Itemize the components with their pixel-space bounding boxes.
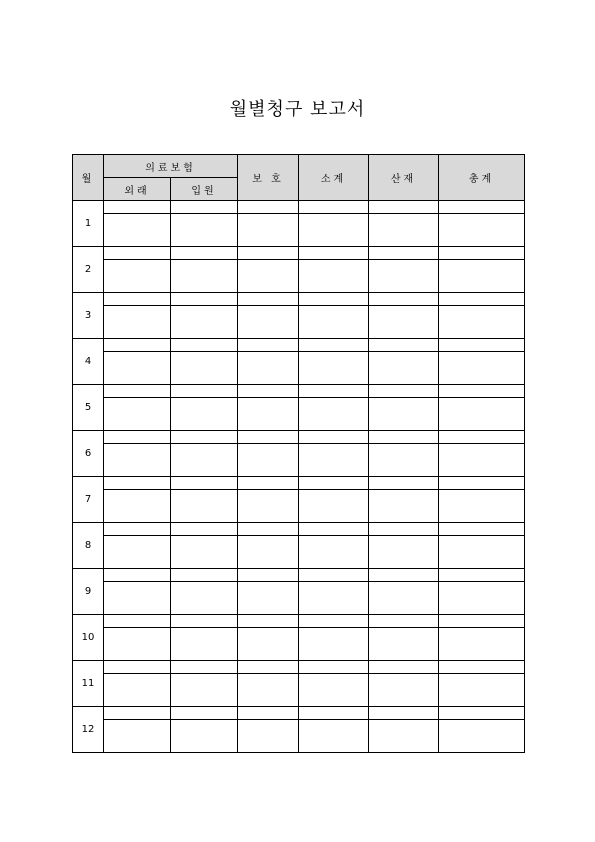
entry-cell-lower[interactable] — [104, 352, 171, 385]
entry-cell-upper[interactable] — [104, 707, 171, 720]
entry-cell-upper[interactable] — [369, 477, 439, 490]
entry-cell-upper[interactable] — [238, 431, 299, 444]
month-label: 2 — [73, 247, 104, 293]
entry-cell-lower[interactable] — [439, 260, 525, 293]
entry-cell-upper[interactable] — [238, 569, 299, 582]
entry-cell-upper[interactable] — [238, 339, 299, 352]
entry-cell-lower[interactable] — [439, 674, 525, 707]
entry-cell-upper[interactable] — [439, 707, 525, 720]
entry-cell-upper[interactable] — [104, 615, 171, 628]
entry-cell-lower[interactable] — [104, 536, 171, 569]
entry-cell-upper[interactable] — [171, 569, 238, 582]
entry-cell-lower[interactable] — [439, 352, 525, 385]
entry-cell-upper[interactable] — [299, 523, 369, 536]
entry-cell-lower[interactable] — [439, 536, 525, 569]
entry-cell-lower[interactable] — [238, 352, 299, 385]
entry-cell-lower[interactable] — [171, 398, 238, 431]
entry-cell-lower[interactable] — [299, 306, 369, 339]
month-label: 6 — [73, 431, 104, 477]
entry-cell-lower[interactable] — [238, 214, 299, 247]
entry-cell-upper[interactable] — [439, 339, 525, 352]
entry-cell-upper[interactable] — [171, 339, 238, 352]
entry-cell-upper[interactable] — [299, 201, 369, 214]
entry-cell-lower[interactable] — [439, 490, 525, 523]
month-label: 11 — [73, 661, 104, 707]
month-label: 1 — [73, 201, 104, 247]
month-label: 9 — [73, 569, 104, 615]
entry-cell-lower[interactable] — [238, 306, 299, 339]
entry-cell-upper[interactable] — [171, 247, 238, 260]
entry-cell-upper[interactable] — [299, 431, 369, 444]
entry-cell-upper[interactable] — [171, 293, 238, 306]
entry-cell-upper[interactable] — [369, 293, 439, 306]
entry-cell-lower[interactable] — [238, 398, 299, 431]
month-label: 4 — [73, 339, 104, 385]
entry-cell-upper[interactable] — [369, 523, 439, 536]
entry-cell-upper[interactable] — [238, 615, 299, 628]
entry-cell-lower[interactable] — [299, 674, 369, 707]
entry-cell-lower[interactable] — [369, 674, 439, 707]
entry-cell-upper[interactable] — [171, 615, 238, 628]
entry-cell-lower[interactable] — [171, 674, 238, 707]
header-total: 총계 — [439, 155, 525, 201]
entry-cell-upper[interactable] — [171, 385, 238, 398]
entry-cell-lower[interactable] — [369, 306, 439, 339]
entry-cell-upper[interactable] — [439, 247, 525, 260]
entry-cell-lower[interactable] — [171, 260, 238, 293]
entry-cell-upper[interactable] — [104, 201, 171, 214]
entry-cell-lower[interactable] — [104, 398, 171, 431]
entry-cell-lower[interactable] — [104, 260, 171, 293]
entry-cell-lower[interactable] — [104, 444, 171, 477]
entry-cell-upper[interactable] — [104, 523, 171, 536]
entry-cell-upper[interactable] — [104, 477, 171, 490]
entry-cell-upper[interactable] — [369, 339, 439, 352]
entry-cell-lower[interactable] — [439, 214, 525, 247]
monthly-claim-table — [72, 154, 525, 753]
entry-cell-lower[interactable] — [299, 582, 369, 615]
entry-cell-upper[interactable] — [238, 293, 299, 306]
entry-cell-lower[interactable] — [238, 260, 299, 293]
header-outpatient: 외래 — [104, 178, 171, 201]
entry-cell-lower[interactable] — [299, 720, 369, 753]
entry-cell-lower[interactable] — [439, 628, 525, 661]
entry-cell-lower[interactable] — [171, 582, 238, 615]
entry-cell-upper[interactable] — [238, 523, 299, 536]
entry-cell-upper[interactable] — [104, 431, 171, 444]
entry-cell-upper[interactable] — [369, 247, 439, 260]
header-month: 월 — [73, 155, 104, 201]
entry-cell-lower[interactable] — [299, 214, 369, 247]
entry-cell-upper[interactable] — [104, 569, 171, 582]
entry-cell-upper[interactable] — [171, 707, 238, 720]
entry-cell-upper[interactable] — [439, 293, 525, 306]
entry-cell-lower[interactable] — [369, 260, 439, 293]
entry-cell-lower[interactable] — [104, 628, 171, 661]
table-body — [73, 201, 525, 753]
entry-cell-lower[interactable] — [299, 490, 369, 523]
entry-cell-lower[interactable] — [369, 214, 439, 247]
entry-cell-upper[interactable] — [299, 477, 369, 490]
entry-cell-lower[interactable] — [238, 582, 299, 615]
entry-cell-upper[interactable] — [171, 431, 238, 444]
entry-cell-upper[interactable] — [299, 339, 369, 352]
entry-cell-upper[interactable] — [369, 615, 439, 628]
entry-cell-lower[interactable] — [104, 720, 171, 753]
entry-cell-upper[interactable] — [299, 707, 369, 720]
entry-cell-lower[interactable] — [238, 628, 299, 661]
entry-cell-lower[interactable] — [171, 720, 238, 753]
entry-cell-upper[interactable] — [299, 661, 369, 674]
entry-cell-lower[interactable] — [238, 444, 299, 477]
entry-cell-lower[interactable] — [238, 490, 299, 523]
entry-cell-upper[interactable] — [299, 293, 369, 306]
entry-cell-lower[interactable] — [369, 444, 439, 477]
entry-cell-upper[interactable] — [439, 201, 525, 214]
entry-cell-lower[interactable] — [299, 260, 369, 293]
header-industrial-accident: 산재 — [369, 155, 439, 201]
entry-cell-lower[interactable] — [171, 536, 238, 569]
entry-cell-lower[interactable] — [104, 582, 171, 615]
entry-cell-upper[interactable] — [369, 707, 439, 720]
entry-cell-upper[interactable] — [238, 247, 299, 260]
entry-cell-lower[interactable] — [439, 582, 525, 615]
entry-cell-upper[interactable] — [238, 385, 299, 398]
month-label: 7 — [73, 477, 104, 523]
entry-cell-upper[interactable] — [171, 201, 238, 214]
entry-cell-upper[interactable] — [171, 523, 238, 536]
month-label: 5 — [73, 385, 104, 431]
entry-cell-upper[interactable] — [369, 661, 439, 674]
entry-cell-lower[interactable] — [171, 490, 238, 523]
entry-cell-lower[interactable] — [439, 398, 525, 431]
entry-cell-upper[interactable] — [299, 569, 369, 582]
entry-cell-lower[interactable] — [369, 490, 439, 523]
header-medical-insurance: 의료보험 — [104, 155, 238, 178]
entry-cell-lower[interactable] — [299, 628, 369, 661]
entry-cell-upper[interactable] — [299, 385, 369, 398]
month-label: 3 — [73, 293, 104, 339]
entry-cell-lower[interactable] — [439, 720, 525, 753]
entry-cell-lower[interactable] — [299, 398, 369, 431]
entry-cell-lower[interactable] — [439, 444, 525, 477]
entry-cell-upper[interactable] — [238, 201, 299, 214]
entry-cell-lower[interactable] — [104, 306, 171, 339]
entry-cell-upper[interactable] — [238, 707, 299, 720]
entry-cell-lower[interactable] — [104, 490, 171, 523]
entry-cell-upper[interactable] — [439, 615, 525, 628]
entry-cell-lower[interactable] — [171, 214, 238, 247]
entry-cell-upper[interactable] — [238, 477, 299, 490]
page-title: 월별청구 보고서 — [229, 99, 366, 120]
entry-cell-upper[interactable] — [299, 615, 369, 628]
entry-cell-lower[interactable] — [104, 674, 171, 707]
entry-cell-upper[interactable] — [369, 385, 439, 398]
entry-cell-lower[interactable] — [238, 720, 299, 753]
entry-cell-upper[interactable] — [439, 385, 525, 398]
entry-cell-lower[interactable] — [369, 536, 439, 569]
entry-cell-lower[interactable] — [369, 628, 439, 661]
entry-cell-lower[interactable] — [238, 536, 299, 569]
entry-cell-upper[interactable] — [439, 661, 525, 674]
header-inpatient: 입원 — [171, 178, 238, 201]
entry-cell-lower[interactable] — [299, 444, 369, 477]
month-label: 8 — [73, 523, 104, 569]
entry-cell-upper[interactable] — [439, 477, 525, 490]
entry-cell-upper[interactable] — [171, 477, 238, 490]
entry-cell-lower[interactable] — [299, 352, 369, 385]
entry-cell-lower[interactable] — [369, 352, 439, 385]
entry-cell-lower[interactable] — [369, 582, 439, 615]
month-label: 10 — [73, 615, 104, 661]
entry-cell-lower[interactable] — [171, 306, 238, 339]
entry-cell-upper[interactable] — [104, 247, 171, 260]
header-protection: 보 호 — [238, 155, 299, 201]
entry-cell-upper[interactable] — [238, 661, 299, 674]
entry-cell-lower[interactable] — [369, 720, 439, 753]
entry-cell-upper[interactable] — [104, 385, 171, 398]
entry-cell-upper[interactable] — [104, 293, 171, 306]
entry-cell-lower[interactable] — [171, 628, 238, 661]
entry-cell-upper[interactable] — [299, 247, 369, 260]
entry-cell-lower[interactable] — [171, 352, 238, 385]
entry-cell-upper[interactable] — [439, 523, 525, 536]
entry-cell-lower[interactable] — [369, 398, 439, 431]
entry-cell-upper[interactable] — [369, 201, 439, 214]
entry-cell-upper[interactable] — [369, 431, 439, 444]
entry-cell-lower[interactable] — [439, 306, 525, 339]
entry-cell-upper[interactable] — [171, 661, 238, 674]
month-label: 12 — [73, 707, 104, 753]
header-subtotal: 소계 — [299, 155, 369, 201]
entry-cell-upper[interactable] — [369, 569, 439, 582]
entry-cell-lower[interactable] — [171, 444, 238, 477]
entry-cell-lower[interactable] — [238, 674, 299, 707]
entry-cell-upper[interactable] — [439, 431, 525, 444]
entry-cell-upper[interactable] — [104, 661, 171, 674]
entry-cell-lower[interactable] — [104, 214, 171, 247]
entry-cell-upper[interactable] — [439, 569, 525, 582]
entry-cell-lower[interactable] — [299, 536, 369, 569]
entry-cell-upper[interactable] — [104, 339, 171, 352]
